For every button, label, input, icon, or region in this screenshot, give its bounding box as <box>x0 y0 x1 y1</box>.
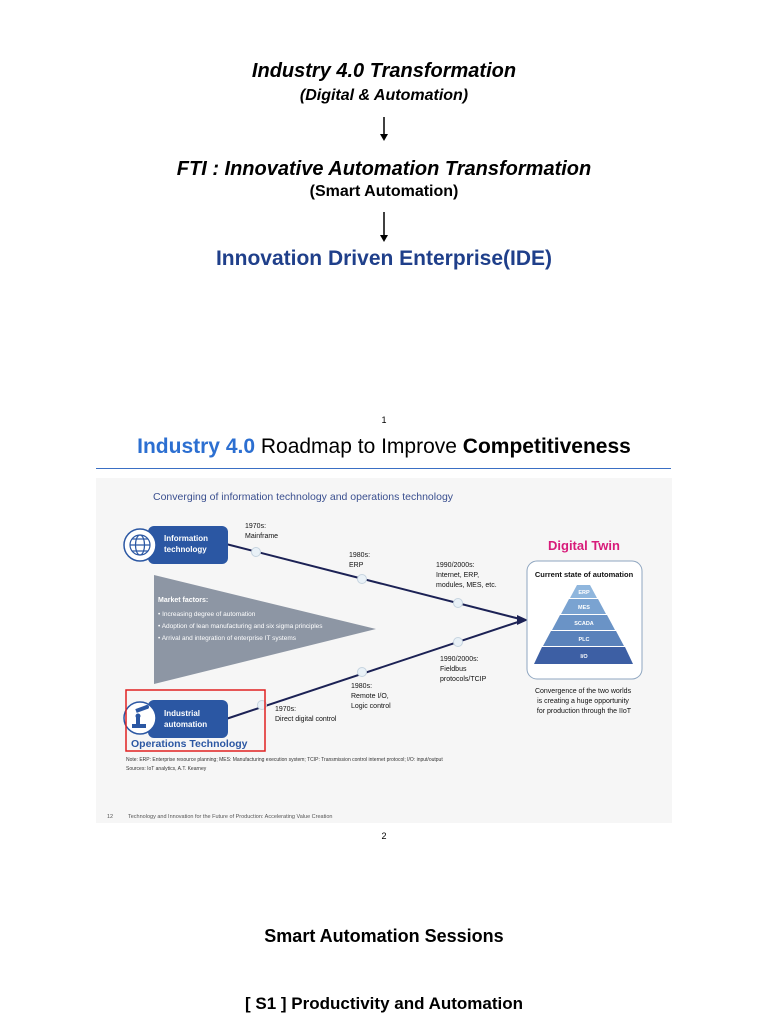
market-factor-item: • Increasing degree of automation <box>158 611 256 618</box>
milestone-dot <box>454 638 463 647</box>
pyramid-label: MES <box>578 605 590 611</box>
it-milestone-1980s: 1980s: ERP <box>349 552 371 569</box>
pyramid-label: PLC <box>578 637 590 643</box>
ot-milestone-1970s: 1970s: Direct digital control <box>275 706 337 723</box>
session-1-title: [ S1 ] Productivity and Automation <box>245 994 523 1013</box>
sessions-title: Smart Automation Sessions <box>264 926 504 946</box>
page1-subtitle: (Digital & Automation) <box>299 87 469 104</box>
figure-footer-page: 12 <box>107 814 114 820</box>
pyramid-label: I/O <box>580 654 588 660</box>
page-number: 2 <box>381 831 387 841</box>
information-technology-label: Information technology <box>164 534 208 554</box>
ot-milestone-1990s: 1990/2000s: Fieldbus protocols/TCIP <box>440 656 487 683</box>
page1-title: Industry 4.0 Transformation <box>251 60 517 82</box>
page-number: 1 <box>381 415 387 425</box>
pyramid-title: Current state of automation <box>534 570 634 579</box>
figure-note: Note: ERP: Enterprise resource planning; MES: Manufacturing execution system; TCIP: Transmission control internet protocol; I/O: input/output <box>126 757 443 763</box>
title-divider <box>96 468 671 469</box>
arrowhead-icon <box>517 615 528 625</box>
market-factor-item: • Arrival and integration of enterprise IT systems <box>158 635 296 642</box>
roadmap-title-part3: Competitiveness <box>462 435 631 458</box>
figure-footer-text: Technology and Innovation for the Future of Production: Accelerating Value Creation <box>128 814 333 820</box>
it-milestone-1990s: 1990/2000s: Internet, ERP, modules, MES, etc. <box>436 562 497 589</box>
it-milestone-1970s: 1970s: Mainframe <box>245 523 279 540</box>
convergence-figure <box>96 478 672 823</box>
convergence-text: Convergence of the two worlds is creating a huge opportunity for production through the IIoT <box>534 688 632 715</box>
figure-sources: Sources: IoT analytics, A.T. Kearney <box>126 766 207 772</box>
roadmap-title-part2: Roadmap to Improve <box>255 435 463 458</box>
market-factor-item: • Adoption of lean manufacturing and six sigma principles <box>158 623 323 630</box>
milestone-dot <box>358 668 367 677</box>
ot-milestone-1980s: 1980s: Remote I/O, Logic control <box>351 683 391 710</box>
roadmap-title <box>0 435 768 459</box>
operations-technology-caption: Operations Technology <box>131 738 248 750</box>
industrial-automation-label: Industrial automation <box>164 709 208 729</box>
digital-twin-label: Digital Twin <box>548 538 620 553</box>
fti-title: FTI : Innovative Automation Transformation <box>176 158 592 180</box>
pyramid-label: ERP <box>578 590 590 596</box>
milestone-dot <box>358 575 367 584</box>
milestone-dot <box>454 599 463 608</box>
down-arrow-icon <box>374 210 394 244</box>
industrial-automation-box <box>148 700 228 738</box>
milestone-dot <box>252 548 261 557</box>
ide-title: Innovation Driven Enterprise(IDE) <box>215 247 553 270</box>
fti-subtitle: (Smart Automation) <box>309 183 459 200</box>
pyramid-label: SCADA <box>574 621 594 627</box>
figure-heading: Converging of information technology and operations technology <box>153 491 454 503</box>
down-arrow-icon <box>374 115 394 143</box>
market-factors-title: Market factors: <box>158 597 209 604</box>
roadmap-title-part1: Industry 4.0 <box>137 435 256 458</box>
